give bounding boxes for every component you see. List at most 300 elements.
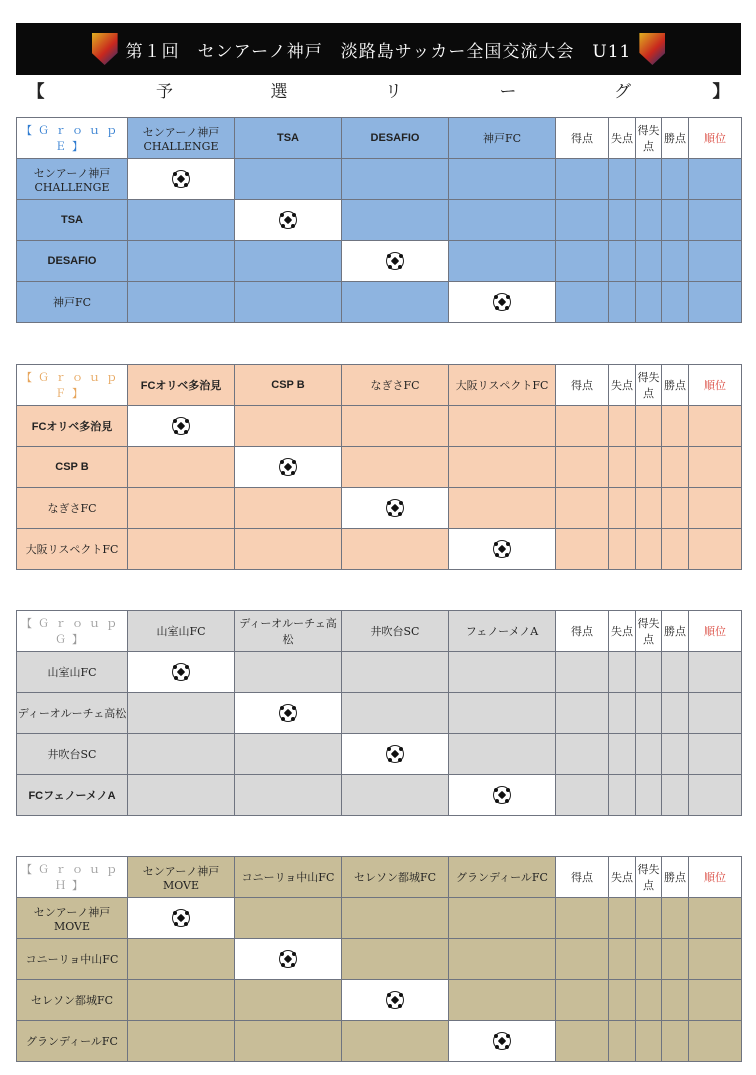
rank-cell[interactable] [689, 447, 742, 488]
goal-diff-cell[interactable] [636, 652, 662, 693]
points-against-header [609, 118, 636, 159]
match-result-cell[interactable] [449, 980, 556, 1021]
match-result-cell[interactable] [342, 406, 449, 447]
club-emblem-icon [92, 33, 118, 65]
self-match-cell [449, 775, 556, 816]
match-result-cell[interactable] [342, 1021, 449, 1062]
wins-cell[interactable] [662, 693, 689, 734]
self-match-cell [128, 406, 235, 447]
team-name: CSP B [271, 379, 305, 391]
team-name: FCオリベ多治見 [140, 380, 222, 392]
match-result-cell[interactable] [128, 775, 235, 816]
points-against-header-label: 失点 [611, 625, 633, 638]
team-name: 大阪リスペクトFC [455, 379, 549, 392]
table-row [17, 282, 742, 323]
group-name [17, 611, 140, 652]
soccer-ball-icon [279, 704, 297, 722]
row-team-label [17, 775, 128, 816]
team-name: DESAFIO [47, 255, 97, 267]
column-team-header [449, 611, 556, 652]
points-for-cell[interactable] [556, 734, 609, 775]
match-result-cell[interactable] [235, 1021, 342, 1062]
row-team-label [17, 241, 128, 282]
table-row [17, 200, 742, 241]
goal-diff-cell[interactable] [636, 447, 662, 488]
match-result-cell[interactable] [342, 652, 449, 693]
points-against-cell[interactable] [609, 652, 636, 693]
points-for-header-label: 得点 [571, 379, 593, 392]
match-result-cell[interactable] [342, 898, 449, 939]
team-name: CSP B [55, 461, 89, 473]
row-team-label [17, 734, 128, 775]
rank-cell[interactable] [689, 898, 742, 939]
match-result-cell[interactable] [128, 980, 235, 1021]
points-against-cell[interactable] [609, 898, 636, 939]
goal-diff-cell[interactable] [636, 734, 662, 775]
points-for-cell[interactable] [556, 898, 609, 939]
rank-header-label: 順位 [704, 625, 726, 638]
wins-header [662, 365, 689, 406]
group-name-label: 【Ｇｒｏｕｐ Ｇ】 [21, 617, 140, 646]
points-against-cell[interactable] [609, 939, 636, 980]
team-name: グランディールFC [456, 871, 548, 884]
goal-diff-cell[interactable] [636, 529, 662, 570]
row-team-label [17, 488, 128, 529]
team-name: なぎさFC [370, 379, 420, 392]
soccer-ball-icon [172, 417, 190, 435]
rank-cell[interactable] [689, 200, 742, 241]
column-team-header [235, 611, 342, 652]
row-team-label [17, 652, 128, 693]
self-match-cell [235, 447, 342, 488]
points-for-cell[interactable] [556, 775, 609, 816]
points-against-cell[interactable] [609, 488, 636, 529]
team-name: コニーリョ中山FC [25, 953, 119, 966]
prelim-char: 予 [156, 81, 173, 102]
points-for-cell[interactable] [556, 488, 609, 529]
soccer-ball-icon [386, 252, 404, 270]
points-against-header-label: 失点 [611, 871, 633, 884]
column-team-header [235, 857, 342, 898]
goal-diff-cell[interactable] [636, 980, 662, 1021]
points-for-cell[interactable] [556, 980, 609, 1021]
self-match-cell [342, 488, 449, 529]
column-team-header [449, 857, 556, 898]
match-result-cell[interactable] [128, 447, 235, 488]
match-result-cell[interactable] [449, 652, 556, 693]
team-name: 神戸FC [482, 132, 522, 145]
group-name [17, 118, 140, 159]
team-name: フェノーメノA [465, 625, 539, 638]
points-against-cell[interactable] [609, 282, 636, 323]
points-for-cell[interactable] [556, 406, 609, 447]
club-emblem-icon [639, 33, 665, 65]
row-team-label [17, 980, 128, 1021]
match-result-cell[interactable] [235, 898, 342, 939]
soccer-ball-icon [172, 909, 190, 927]
group-table [16, 117, 742, 323]
rank-cell[interactable] [689, 775, 742, 816]
team-name: センアーノ神戸MOVE [142, 864, 220, 892]
tournament-title: 第１回 センアーノ神戸 淡路島サッカー全国交流大会 U11 [125, 41, 632, 62]
points-against-cell[interactable] [609, 447, 636, 488]
table-row [17, 159, 742, 200]
points-against-cell[interactable] [609, 775, 636, 816]
wins-header [662, 611, 689, 652]
soccer-ball-icon [279, 458, 297, 476]
match-result-cell[interactable] [235, 529, 342, 570]
match-result-cell[interactable] [128, 734, 235, 775]
self-match-cell [235, 693, 342, 734]
match-result-cell[interactable] [449, 406, 556, 447]
self-match-cell [342, 734, 449, 775]
group-table [16, 856, 742, 1062]
rank-cell[interactable] [689, 529, 742, 570]
table-row [17, 652, 742, 693]
soccer-ball-icon [493, 1032, 511, 1050]
team-name: TSA [61, 214, 83, 226]
match-result-cell[interactable] [128, 282, 235, 323]
wins-cell[interactable] [662, 447, 689, 488]
prelim-char: グ [614, 81, 631, 102]
table-row [17, 1021, 742, 1062]
row-team-label [17, 1021, 128, 1062]
match-result-cell[interactable] [235, 652, 342, 693]
team-name: 井吹台SC [370, 625, 420, 638]
wins-cell[interactable] [662, 488, 689, 529]
column-team-header [128, 857, 235, 898]
column-team-header [449, 365, 556, 406]
table-row [17, 693, 742, 734]
points-against-header [609, 365, 636, 406]
table-row [17, 898, 742, 939]
team-name: セレソン都城FC [353, 871, 437, 884]
team-name: センアーノ神戸CHALLENGE [142, 125, 220, 153]
match-result-cell[interactable] [342, 693, 449, 734]
goal-diff-header [636, 365, 662, 406]
rank-header-label: 順位 [704, 871, 726, 884]
match-result-cell[interactable] [235, 734, 342, 775]
column-team-header [342, 857, 449, 898]
table-row [17, 406, 742, 447]
rank-cell[interactable] [689, 652, 742, 693]
goal-diff-cell[interactable] [636, 282, 662, 323]
goal-diff-cell[interactable] [636, 241, 662, 282]
self-match-cell [235, 200, 342, 241]
soccer-ball-icon [386, 991, 404, 1009]
points-against-cell[interactable] [609, 241, 636, 282]
match-result-cell[interactable] [342, 447, 449, 488]
self-match-cell [235, 939, 342, 980]
match-result-cell[interactable] [342, 775, 449, 816]
match-result-cell[interactable] [235, 241, 342, 282]
soccer-ball-icon [279, 211, 297, 229]
match-result-cell[interactable] [128, 529, 235, 570]
match-result-cell[interactable] [449, 159, 556, 200]
prelim-char: リ [385, 81, 402, 102]
rank-cell[interactable] [689, 1021, 742, 1062]
prelim-label [56, 77, 701, 102]
column-team-header [342, 365, 449, 406]
points-for-header-label: 得点 [571, 132, 593, 145]
match-result-cell[interactable] [342, 282, 449, 323]
wins-cell[interactable] [662, 282, 689, 323]
self-match-cell [128, 652, 235, 693]
prelim-char: ー [499, 81, 517, 102]
wins-header-label: 勝点 [664, 132, 686, 145]
wins-cell[interactable] [662, 734, 689, 775]
team-name: センアーノ神戸CHALLENGE [33, 166, 111, 194]
wins-header-label: 勝点 [664, 625, 686, 638]
match-result-cell[interactable] [128, 693, 235, 734]
prelim-league-heading [16, 76, 741, 102]
wins-cell[interactable] [662, 200, 689, 241]
soccer-ball-icon [493, 786, 511, 804]
table-row [17, 980, 742, 1021]
goal-diff-cell[interactable] [636, 488, 662, 529]
goal-diff-cell[interactable] [636, 159, 662, 200]
team-name: 井吹台SC [47, 748, 97, 761]
self-match-cell [449, 282, 556, 323]
points-for-cell[interactable] [556, 693, 609, 734]
row-team-label [17, 693, 128, 734]
team-name: FCフェノーメノA [28, 790, 116, 802]
group-name-label: 【Ｇｒｏｕｐ Ｆ】 [21, 371, 140, 400]
team-name: FCオリベ多治見 [31, 421, 113, 433]
wins-cell[interactable] [662, 241, 689, 282]
column-team-header [128, 365, 235, 406]
match-result-cell[interactable] [342, 200, 449, 241]
row-team-label [17, 282, 128, 323]
match-result-cell[interactable] [235, 406, 342, 447]
wins-header [662, 857, 689, 898]
bracket-left: 【 [27, 81, 45, 102]
row-team-label [17, 159, 128, 200]
team-name: TSA [277, 132, 299, 144]
wins-cell[interactable] [662, 529, 689, 570]
points-against-cell[interactable] [609, 734, 636, 775]
goal-diff-header [636, 857, 662, 898]
goal-diff-header-label: 得失点 [637, 124, 660, 153]
points-against-cell[interactable] [609, 980, 636, 1021]
rank-cell[interactable] [689, 939, 742, 980]
group-name [17, 857, 140, 898]
rank-cell[interactable] [689, 980, 742, 1021]
soccer-ball-icon [279, 950, 297, 968]
rank-header [689, 611, 742, 652]
column-team-header [235, 118, 342, 159]
match-result-cell[interactable] [449, 898, 556, 939]
points-for-header-label: 得点 [571, 871, 593, 884]
column-team-header [235, 365, 342, 406]
rank-cell[interactable] [689, 282, 742, 323]
team-name: 山室山FC [156, 625, 206, 638]
soccer-ball-icon [386, 499, 404, 517]
table-row [17, 775, 742, 816]
column-team-header [342, 118, 449, 159]
points-for-cell[interactable] [556, 529, 609, 570]
team-name: ディーオルーチェ高松 [239, 617, 337, 646]
match-result-cell[interactable] [449, 241, 556, 282]
match-result-cell[interactable] [235, 159, 342, 200]
soccer-ball-icon [172, 170, 190, 188]
match-result-cell[interactable] [449, 939, 556, 980]
column-team-header [128, 118, 235, 159]
wins-header-label: 勝点 [664, 379, 686, 392]
goal-diff-cell[interactable] [636, 406, 662, 447]
wins-cell[interactable] [662, 159, 689, 200]
goal-diff-header-label: 得失点 [637, 617, 660, 646]
rank-cell[interactable] [689, 406, 742, 447]
wins-cell[interactable] [662, 652, 689, 693]
match-result-cell[interactable] [235, 980, 342, 1021]
rank-header [689, 857, 742, 898]
group-name-label: 【Ｇｒｏｕｐ Ｅ】 [21, 124, 140, 153]
match-result-cell[interactable] [128, 241, 235, 282]
goal-diff-header [636, 118, 662, 159]
rank-header [689, 118, 742, 159]
self-match-cell [342, 241, 449, 282]
row-team-label [17, 447, 128, 488]
goal-diff-cell[interactable] [636, 1021, 662, 1062]
table-row [17, 939, 742, 980]
points-for-cell[interactable] [556, 447, 609, 488]
wins-cell[interactable] [662, 980, 689, 1021]
wins-cell[interactable] [662, 775, 689, 816]
soccer-ball-icon [493, 540, 511, 558]
group-name [17, 365, 140, 406]
team-name: コニーリョ中山FC [241, 871, 335, 884]
rank-cell[interactable] [689, 488, 742, 529]
row-team-label [17, 529, 128, 570]
match-result-cell[interactable] [342, 939, 449, 980]
soccer-ball-icon [172, 663, 190, 681]
bracket-right: 】 [712, 81, 730, 102]
team-name: セレソン都城FC [30, 994, 114, 1007]
wins-header [662, 118, 689, 159]
points-against-cell[interactable] [609, 1021, 636, 1062]
self-match-cell [342, 980, 449, 1021]
points-for-header [556, 857, 609, 898]
team-name: DESAFIO [370, 132, 420, 144]
team-name: 大阪リスペクトFC [25, 543, 119, 556]
table-row [17, 529, 742, 570]
rank-header-label: 順位 [704, 132, 726, 145]
wins-cell[interactable] [662, 406, 689, 447]
points-against-cell[interactable] [609, 406, 636, 447]
points-against-cell[interactable] [609, 529, 636, 570]
goal-diff-cell[interactable] [636, 898, 662, 939]
match-result-cell[interactable] [128, 200, 235, 241]
points-for-cell[interactable] [556, 652, 609, 693]
points-for-cell[interactable] [556, 200, 609, 241]
match-result-cell[interactable] [342, 159, 449, 200]
rank-cell[interactable] [689, 693, 742, 734]
match-result-cell[interactable] [449, 734, 556, 775]
prelim-char: 選 [270, 81, 288, 102]
rank-cell[interactable] [689, 159, 742, 200]
self-match-cell [449, 1021, 556, 1062]
goal-diff-header-label: 得失点 [637, 863, 660, 892]
goal-diff-cell[interactable] [636, 200, 662, 241]
match-result-cell[interactable] [342, 529, 449, 570]
column-team-header [342, 611, 449, 652]
self-match-cell [128, 159, 235, 200]
match-result-cell[interactable] [235, 282, 342, 323]
points-against-header [609, 857, 636, 898]
team-name: ディーオルーチェ高松 [17, 707, 127, 720]
points-for-header [556, 611, 609, 652]
group-table [16, 610, 742, 816]
points-against-header-label: 失点 [611, 379, 633, 392]
rank-header-label: 順位 [704, 379, 726, 392]
wins-cell[interactable] [662, 939, 689, 980]
group-table [16, 364, 742, 570]
match-result-cell[interactable] [449, 200, 556, 241]
self-match-cell [449, 529, 556, 570]
wins-cell[interactable] [662, 1021, 689, 1062]
team-name: 山室山FC [47, 666, 97, 679]
points-for-cell[interactable] [556, 159, 609, 200]
tournament-banner [16, 23, 741, 75]
points-for-cell[interactable] [556, 241, 609, 282]
match-result-cell[interactable] [128, 488, 235, 529]
team-name: 神戸FC [52, 296, 92, 309]
team-name: グランディールFC [26, 1035, 118, 1048]
points-for-header [556, 365, 609, 406]
rank-cell[interactable] [689, 241, 742, 282]
rank-cell[interactable] [689, 734, 742, 775]
match-result-cell[interactable] [235, 488, 342, 529]
soccer-ball-icon [493, 293, 511, 311]
match-result-cell[interactable] [128, 1021, 235, 1062]
goal-diff-header [636, 611, 662, 652]
goal-diff-cell[interactable] [636, 775, 662, 816]
points-for-cell[interactable] [556, 282, 609, 323]
match-result-cell[interactable] [235, 775, 342, 816]
row-team-label [17, 939, 128, 980]
points-against-header [609, 611, 636, 652]
row-team-label [17, 406, 128, 447]
points-against-cell[interactable] [609, 159, 636, 200]
column-team-header [449, 118, 556, 159]
match-result-cell[interactable] [449, 488, 556, 529]
team-name: なぎさFC [47, 502, 97, 515]
table-row [17, 447, 742, 488]
match-result-cell[interactable] [128, 939, 235, 980]
wins-cell[interactable] [662, 898, 689, 939]
points-against-cell[interactable] [609, 693, 636, 734]
points-for-cell[interactable] [556, 939, 609, 980]
row-team-label [17, 898, 128, 939]
table-row [17, 241, 742, 282]
points-for-cell[interactable] [556, 1021, 609, 1062]
row-team-label [17, 200, 128, 241]
points-for-header-label: 得点 [571, 625, 593, 638]
goal-diff-cell[interactable] [636, 693, 662, 734]
wins-header-label: 勝点 [664, 871, 686, 884]
group-name-label: 【Ｇｒｏｕｐ Ｈ】 [21, 863, 140, 892]
points-against-cell[interactable] [609, 200, 636, 241]
match-result-cell[interactable] [449, 693, 556, 734]
points-against-header-label: 失点 [611, 132, 633, 145]
team-name: センアーノ神戸MOVE [33, 905, 111, 933]
points-for-header [556, 118, 609, 159]
table-row [17, 488, 742, 529]
goal-diff-cell[interactable] [636, 939, 662, 980]
match-result-cell[interactable] [449, 447, 556, 488]
table-row [17, 734, 742, 775]
